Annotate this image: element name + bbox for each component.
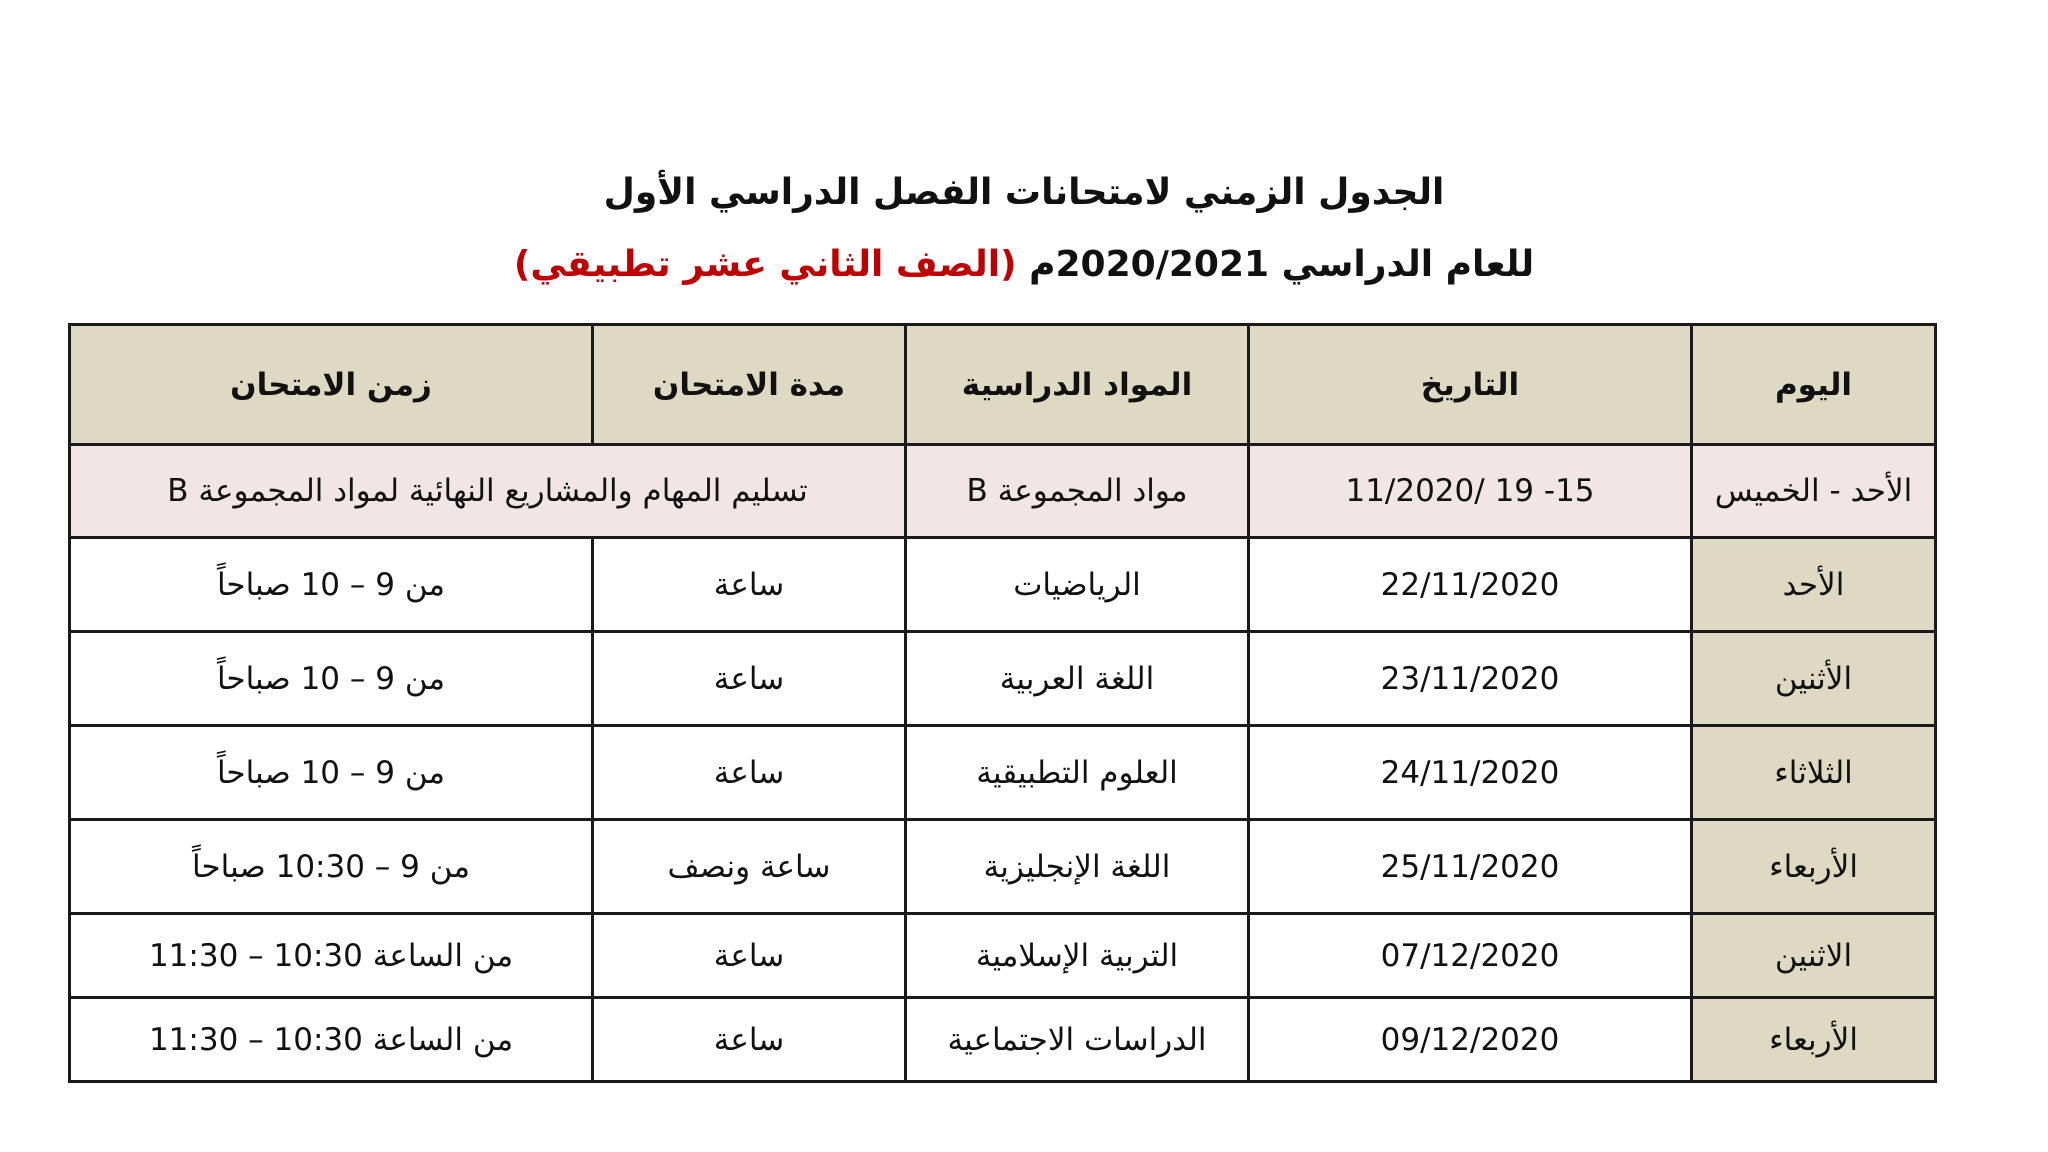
cell-duration: ساعة [593,998,906,1082]
table-row [70,998,1936,1082]
cell-day: الأربعاء [1692,820,1936,914]
cell-time: من الساعة 10:30 – 11:30 [70,914,593,998]
cell-day: الثلاثاء [1692,726,1936,820]
cell-date: 09/12/2020 [1249,998,1692,1082]
cell-subject: الرياضيات [906,538,1249,632]
cell-duration: ساعة [593,726,906,820]
cell-day: الأربعاء [1692,998,1936,1082]
cell-duration: ساعة ونصف [593,820,906,914]
cell-day: الأحد - الخميس [1692,445,1936,538]
cell-date: 22/11/2020 [1249,538,1692,632]
table-row-group-b [70,445,1936,538]
cell-time: من 9 – 10 صباحاً [70,632,593,726]
cell-date: 25/11/2020 [1249,820,1692,914]
exam-schedule-table [68,323,1937,1083]
table-row [70,538,1936,632]
cell-note: تسليم المهام والمشاريع النهائية لمواد المجموعة B [70,445,906,538]
cell-subject: اللغة العربية [906,632,1249,726]
cell-subject: العلوم التطبيقية [906,726,1249,820]
cell-date: 24/11/2020 [1249,726,1692,820]
header-day: اليوم [1692,325,1936,445]
cell-time: من 9 – 10 صباحاً [70,538,593,632]
cell-subject: اللغة الإنجليزية [906,820,1249,914]
cell-duration: ساعة [593,632,906,726]
table-row [70,820,1936,914]
table-row [70,726,1936,820]
header-time: زمن الامتحان [70,325,593,445]
cell-date: 15- 19 /11/2020 [1249,445,1692,538]
cell-day: الأحد [1692,538,1936,632]
header-duration: مدة الامتحان [593,325,906,445]
header-subject: المواد الدراسية [906,325,1249,445]
table-row [70,632,1936,726]
academic-year-label: للعام الدراسي 2020/2021م [1029,244,1535,285]
cell-date: 23/11/2020 [1249,632,1692,726]
grade-label: (الصف الثاني عشر تطبيقي) [513,244,1017,285]
cell-subject: مواد المجموعة B [906,445,1249,538]
cell-day: الاثنين [1692,914,1936,998]
cell-time: من 9 – 10 صباحاً [70,726,593,820]
table-header-row [70,325,1936,445]
cell-day: الأثنين [1692,632,1936,726]
page-title: الجدول الزمني لامتحانات الفصل الدراسي الأول [603,172,1445,213]
cell-date: 07/12/2020 [1249,914,1692,998]
cell-subject: الدراسات الاجتماعية [906,998,1249,1082]
cell-subject: التربية الإسلامية [906,914,1249,998]
table-row [70,914,1936,998]
header-date: التاريخ [1249,325,1692,445]
cell-time: من 9 – 10:30 صباحاً [70,820,593,914]
cell-time: من الساعة 10:30 – 11:30 [70,998,593,1082]
page-subtitle [0,244,2048,285]
cell-duration: ساعة [593,538,906,632]
cell-duration: ساعة [593,914,906,998]
